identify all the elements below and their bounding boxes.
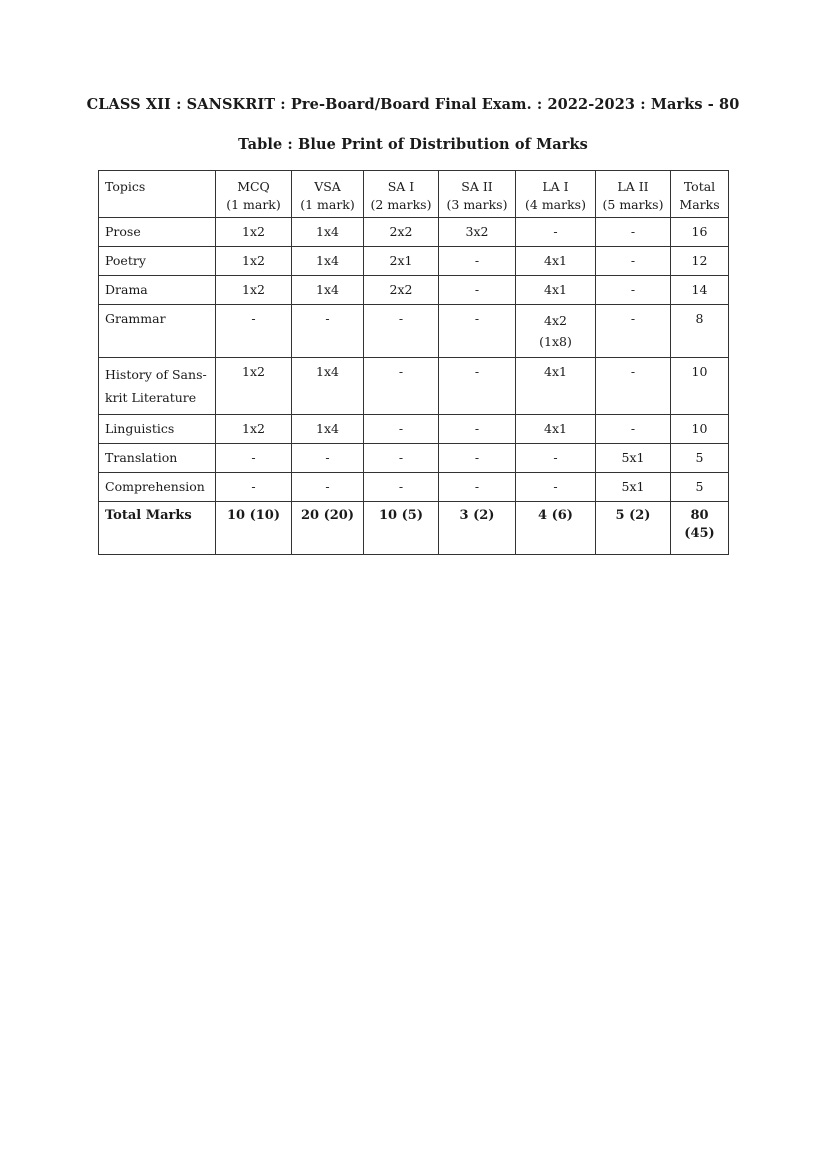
table-row-linguistics <box>99 415 729 444</box>
table-caption: Table : Blue Print of Distribution of Marks <box>238 136 588 153</box>
vsa-cell: 1x4 <box>292 247 364 276</box>
topic-cell: Drama <box>99 276 216 305</box>
la2-cell: 5x1 <box>596 444 671 473</box>
la2-cell: - <box>596 276 671 305</box>
total-cell: 8 <box>671 305 729 358</box>
sa1-cell: - <box>364 358 439 415</box>
la1-cell: 4x1 <box>516 276 596 305</box>
header-mcq: MCQ (1 mark) <box>216 171 292 218</box>
table-row-translation <box>99 444 729 473</box>
header-total: Total Marks <box>671 171 729 218</box>
table-header-row <box>99 171 729 218</box>
sa1-cell: - <box>364 473 439 502</box>
topic-cell: Translation <box>99 444 216 473</box>
sa1-cell: 2x1 <box>364 247 439 276</box>
header-sa2: SA II (3 marks) <box>439 171 516 218</box>
table-row-grammar <box>99 305 729 358</box>
header-topics: Topics <box>99 171 216 218</box>
topic-cell: Comprehension <box>99 473 216 502</box>
la2-cell: - <box>596 218 671 247</box>
mcq-cell: - <box>216 305 292 358</box>
la2-cell: 5x1 <box>596 473 671 502</box>
sa1-cell: - <box>364 415 439 444</box>
vsa-cell: - <box>292 473 364 502</box>
la1-cell: - <box>516 444 596 473</box>
la2-cell: - <box>596 415 671 444</box>
table-row-drama <box>99 276 729 305</box>
table-row-total-marks <box>99 502 729 555</box>
topic-cell: Poetry <box>99 247 216 276</box>
la2-total-cell: 5 (2) <box>596 502 671 555</box>
table-row-prose <box>99 218 729 247</box>
header-sa1: SA I (2 marks) <box>364 171 439 218</box>
total-cell: 16 <box>671 218 729 247</box>
sa2-cell: - <box>439 247 516 276</box>
page-title: CLASS XII : SANSKRIT : Pre-Board/Board Final Exam. : 2022-2023 : Marks - 80 <box>86 96 740 113</box>
la1-total-cell: 4 (6) <box>516 502 596 555</box>
mcq-cell: 1x2 <box>216 358 292 415</box>
table-row-history <box>99 358 729 415</box>
sa2-cell: 3x2 <box>439 218 516 247</box>
mcq-cell: 1x2 <box>216 247 292 276</box>
mcq-total-cell: 10 (10) <box>216 502 292 555</box>
topic-cell: History of Sans- krit Literature <box>99 358 216 415</box>
vsa-cell: 1x4 <box>292 415 364 444</box>
mcq-cell: 1x2 <box>216 276 292 305</box>
sa2-cell: - <box>439 276 516 305</box>
vsa-total-cell: 20 (20) <box>292 502 364 555</box>
sa1-cell: - <box>364 305 439 358</box>
total-cell: 12 <box>671 247 729 276</box>
header-la2: LA II (5 marks) <box>596 171 671 218</box>
vsa-cell: 1x4 <box>292 276 364 305</box>
la2-cell: - <box>596 305 671 358</box>
total-cell: 5 <box>671 473 729 502</box>
mcq-cell: 1x2 <box>216 218 292 247</box>
la1-cell: 4x1 <box>516 415 596 444</box>
sa2-cell: - <box>439 444 516 473</box>
sa1-cell: 2x2 <box>364 276 439 305</box>
vsa-cell: - <box>292 305 364 358</box>
mcq-cell: - <box>216 473 292 502</box>
la1-cell: - <box>516 473 596 502</box>
sa1-cell: - <box>364 444 439 473</box>
total-marks-label: Total Marks <box>99 502 216 555</box>
grand-total-cell: 80 (45) <box>671 502 729 555</box>
table-row-comprehension <box>99 473 729 502</box>
vsa-cell: 1x4 <box>292 358 364 415</box>
la1-cell: - <box>516 218 596 247</box>
vsa-cell: 1x4 <box>292 218 364 247</box>
la1-cell: 4x1 <box>516 358 596 415</box>
total-cell: 10 <box>671 358 729 415</box>
la1-cell: 4x1 <box>516 247 596 276</box>
table-row-poetry <box>99 247 729 276</box>
vsa-cell: - <box>292 444 364 473</box>
header-la1: LA I (4 marks) <box>516 171 596 218</box>
marks-blueprint-table <box>98 170 729 555</box>
sa2-total-cell: 3 (2) <box>439 502 516 555</box>
topic-cell: Linguistics <box>99 415 216 444</box>
sa2-cell: - <box>439 358 516 415</box>
total-cell: 5 <box>671 444 729 473</box>
la2-cell: - <box>596 247 671 276</box>
sa2-cell: - <box>439 415 516 444</box>
total-cell: 14 <box>671 276 729 305</box>
topic-cell: Prose <box>99 218 216 247</box>
header-vsa: VSA (1 mark) <box>292 171 364 218</box>
sa2-cell: - <box>439 473 516 502</box>
mcq-cell: - <box>216 444 292 473</box>
total-cell: 10 <box>671 415 729 444</box>
mcq-cell: 1x2 <box>216 415 292 444</box>
topic-cell: Grammar <box>99 305 216 358</box>
sa2-cell: - <box>439 305 516 358</box>
sa1-cell: 2x2 <box>364 218 439 247</box>
la1-cell: 4x2 (1x8) <box>516 305 596 358</box>
la2-cell: - <box>596 358 671 415</box>
sa1-total-cell: 10 (5) <box>364 502 439 555</box>
